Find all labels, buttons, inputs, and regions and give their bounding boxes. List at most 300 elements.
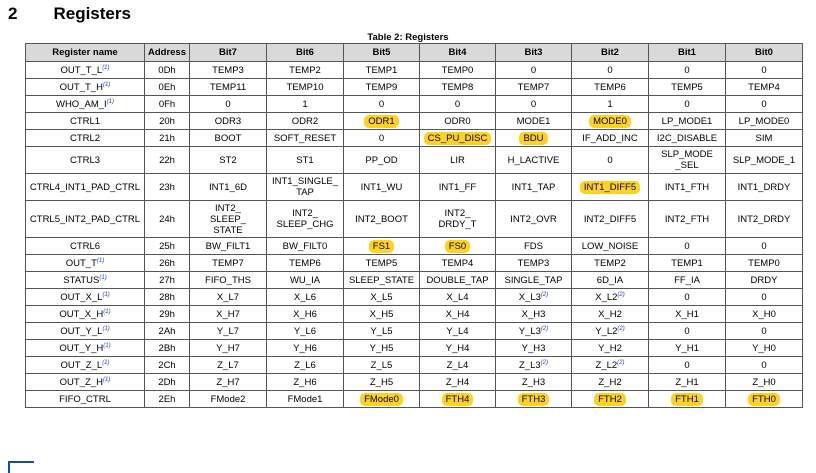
bit5-cell [344, 323, 420, 340]
header-address: Address [145, 44, 190, 62]
table-caption: Table 2: Registers [367, 32, 449, 43]
bit7-cell [190, 357, 267, 374]
bit2-cell [572, 357, 649, 374]
bit-label: 0 [225, 98, 231, 110]
bit5-cell [344, 238, 420, 255]
bit-label: 0 [761, 240, 767, 252]
address-cell: 26h [145, 255, 190, 272]
bit3-cell [496, 255, 572, 272]
highlighted-bit-label: INT1_DIFF5 [580, 181, 640, 194]
bit-label: INT2_OVR [510, 213, 557, 225]
highlighted-bit-label: BDU [519, 132, 547, 145]
bit-label: TEMP0 [441, 64, 474, 76]
bit-label: 0 [454, 98, 461, 110]
table-row [26, 255, 803, 272]
bit-label: Y_H5 [369, 342, 394, 354]
bit0-cell [726, 130, 803, 147]
bit-label: Y_H3 [521, 342, 546, 354]
highlighted-bit-label: MODE0 [589, 115, 631, 128]
bit7-cell [190, 96, 267, 113]
register-name: OUT_Y_L [60, 325, 103, 337]
bit7-cell [190, 130, 267, 147]
bit2-cell [572, 272, 649, 289]
bit2-cell [572, 113, 649, 130]
bit-label: X_H2 [598, 308, 622, 320]
register-name: CTRL1 [69, 115, 101, 127]
bit3-cell [496, 238, 572, 255]
register-name-cell [26, 174, 145, 201]
address-cell: 21h [145, 130, 190, 147]
bit-label: ST1 [296, 154, 314, 166]
table-row [26, 96, 803, 113]
bit-label: TEMP4 [441, 257, 474, 269]
bit5-cell [344, 391, 420, 408]
bit3-cell [496, 323, 572, 340]
bit2-cell [572, 255, 649, 272]
section-number: 2 [8, 4, 18, 23]
bit-label: I2C_DISABLE [656, 132, 718, 144]
register-name-cell [26, 391, 145, 408]
register-name-cell [26, 289, 145, 306]
bit-label: Y_L2 [595, 325, 618, 337]
bit2-cell [572, 130, 649, 147]
bit-label: Y_H2 [598, 342, 622, 354]
footnote-ref: (1) [106, 98, 115, 105]
table-row [26, 79, 803, 96]
bit-label: TEMP9 [365, 81, 398, 93]
header-bit4: Bit4 [420, 44, 496, 62]
bit3-cell [496, 306, 572, 323]
bit6-cell [267, 289, 344, 306]
register-name-cell [26, 79, 145, 96]
bit7-cell [190, 391, 267, 408]
bit-label: H_LACTIVE [507, 154, 560, 166]
bit-label: INT1_FF [438, 181, 477, 193]
address-cell: 0Fh [145, 96, 190, 113]
bit-label: FIFO_THS [205, 274, 251, 286]
register-name: FIFO_CTRL [59, 393, 111, 405]
bit5-cell [344, 62, 420, 79]
bit-label: ODR2 [291, 115, 319, 127]
table-header-row [26, 44, 803, 62]
bit-label: Z_H4 [445, 376, 470, 388]
bit-label: TEMP6 [594, 81, 626, 93]
bit0-cell [726, 62, 803, 79]
bit4-cell [420, 174, 496, 201]
bit6-cell [267, 255, 344, 272]
register-name: WHO_AM_I [55, 98, 107, 110]
bit5-cell [344, 147, 420, 174]
bit7-cell [190, 306, 267, 323]
bit5-cell [344, 130, 420, 147]
bit-label: TEMP1 [671, 257, 703, 269]
bit-label: 6D_IA [596, 274, 624, 286]
bit4-cell [420, 201, 496, 238]
bit-label: X_H3 [521, 308, 546, 320]
header-register-name: Register name [26, 44, 145, 62]
bit-label: X_H1 [675, 308, 699, 320]
header-bit7: Bit7 [190, 44, 267, 62]
bit3-cell [496, 272, 572, 289]
address-cell: 20h [145, 113, 190, 130]
address-cell: 2Bh [145, 340, 190, 357]
bit2-cell [572, 201, 649, 238]
bit-label: TEMP8 [441, 81, 474, 93]
bit-label: 0 [761, 325, 767, 337]
bit2-cell [572, 289, 649, 306]
bit-label: X_L6 [293, 291, 317, 303]
bit-label: Z_H2 [598, 376, 622, 388]
bit-label: INT1_6D [208, 181, 247, 193]
bit1-cell [649, 130, 726, 147]
bit-label: X_L2 [595, 291, 618, 303]
register-name-cell [26, 130, 145, 147]
bit-label: INT1_SINGLE_ TAP [272, 176, 338, 198]
footnote-ref: (2) [617, 359, 625, 366]
bit-label: Z_H0 [752, 376, 776, 388]
bit6-cell [267, 147, 344, 174]
bit3-cell [496, 174, 572, 201]
register-name-cell [26, 62, 145, 79]
bit5-cell [344, 174, 420, 201]
address-cell: 24h [145, 201, 190, 238]
footnote-ref: (1) [102, 325, 110, 332]
bit7-cell [190, 174, 267, 201]
bit-label: 0 [530, 64, 537, 76]
table-row [26, 147, 803, 174]
footnote-ref: (1) [96, 257, 105, 264]
bit6-cell [267, 201, 344, 238]
footnote-ref: (2) [540, 325, 549, 332]
highlighted-bit-label: FTH1 [671, 393, 703, 406]
bit-label: INT2_BOOT [355, 213, 408, 225]
bit-label: INT1_FTH [664, 181, 710, 193]
bit6-cell [267, 96, 344, 113]
bit-label: TEMP2 [594, 257, 626, 269]
bit3-cell [496, 96, 572, 113]
bit-label: INT2_FTH [664, 213, 710, 225]
bit-label: DOUBLE_TAP [426, 274, 489, 286]
bit0-cell [726, 391, 803, 408]
bit-label: TEMP3 [212, 64, 244, 76]
bit2-cell [572, 238, 649, 255]
header-bit6: Bit6 [267, 44, 344, 62]
bit6-cell [267, 130, 344, 147]
bit-label: 0 [761, 291, 767, 303]
footnote-ref: (2) [540, 291, 549, 298]
bit0-cell [726, 357, 803, 374]
bit-label: BW_FILT1 [205, 240, 251, 252]
bit-label: 0 [530, 98, 537, 110]
bit-label: X_L4 [446, 291, 469, 303]
bit0-cell [726, 374, 803, 391]
bit-label: SOFT_RESET [273, 132, 337, 144]
bit1-cell [649, 374, 726, 391]
bit-label: PP_OD [365, 154, 398, 166]
bit5-cell [344, 255, 420, 272]
register-name: OUT_T_H [59, 81, 103, 93]
bit-label: DRDY [750, 274, 778, 286]
bit7-cell [190, 238, 267, 255]
bit2-cell [572, 62, 649, 79]
bit7-cell [190, 340, 267, 357]
bit-label: Z_H7 [216, 376, 240, 388]
bit1-cell [649, 201, 726, 238]
bit6-cell [267, 357, 344, 374]
bit6-cell [267, 272, 344, 289]
bit-label: Z_L5 [370, 359, 393, 371]
bit0-cell [726, 96, 803, 113]
address-cell: 25h [145, 238, 190, 255]
address-cell: 2Ah [145, 323, 190, 340]
footnote-ref: (2) [617, 325, 625, 332]
bit-label: Y_H4 [445, 342, 470, 354]
bit1-cell [649, 96, 726, 113]
header-bit2: Bit2 [572, 44, 649, 62]
bit-label: SLP_MODE _SEL [661, 149, 713, 171]
bit-label: 0 [761, 359, 767, 371]
bit-label: Z_L7 [217, 359, 239, 371]
bit0-cell [726, 147, 803, 174]
bit-label: TEMP7 [517, 81, 550, 93]
bit-label: IF_ADD_INC [582, 132, 638, 144]
register-name-cell [26, 340, 145, 357]
register-name: OUT_Y_H [59, 342, 104, 354]
register-name: OUT_X_L [60, 291, 103, 303]
bit-label: ODR3 [214, 115, 242, 127]
bit6-cell [267, 79, 344, 96]
header-bit0: Bit0 [726, 44, 803, 62]
bit4-cell [420, 113, 496, 130]
bit-label: Y_H7 [216, 342, 240, 354]
bit6-cell [267, 340, 344, 357]
bit-label: X_L3 [518, 291, 541, 303]
bit-label: Y_L7 [216, 325, 240, 337]
bit2-cell [572, 306, 649, 323]
bit-label: 0 [761, 64, 767, 76]
bit-label: X_L5 [370, 291, 393, 303]
bit4-cell [420, 79, 496, 96]
table-row [26, 62, 803, 79]
bit5-cell [344, 357, 420, 374]
register-name-cell [26, 113, 145, 130]
bit0-cell [726, 289, 803, 306]
bit-label: SIM [755, 132, 773, 144]
bit-label: 1 [302, 98, 308, 110]
bit4-cell [420, 255, 496, 272]
header-bit1: Bit1 [649, 44, 726, 62]
bit-label: LP_MODE0 [738, 115, 790, 127]
register-name-cell [26, 201, 145, 238]
bit1-cell [649, 147, 726, 174]
register-name-cell [26, 306, 145, 323]
bit-label: 0 [607, 154, 613, 166]
bit-label: Z_L6 [294, 359, 316, 371]
bit7-cell [190, 255, 267, 272]
table-row [26, 272, 803, 289]
bit-label: 0 [378, 98, 385, 110]
register-name: OUT_T_L [60, 64, 103, 76]
address-cell: 27h [145, 272, 190, 289]
st-logo-icon [8, 461, 34, 473]
bit5-cell [344, 306, 420, 323]
bit-label: Y_H0 [752, 342, 776, 354]
register-name-cell [26, 255, 145, 272]
bit-label: FF_IA [674, 274, 700, 286]
address-cell: 29h [145, 306, 190, 323]
bit-label: FMode2 [210, 393, 246, 405]
highlighted-bit-label: ODR1 [364, 115, 398, 128]
address-cell: 2Dh [145, 374, 190, 391]
bit5-cell [344, 374, 420, 391]
bit3-cell [496, 113, 572, 130]
highlighted-bit-label: FMode0 [360, 393, 403, 406]
bit1-cell [649, 323, 726, 340]
table-row [26, 357, 803, 374]
bit4-cell [420, 340, 496, 357]
register-name-cell [26, 323, 145, 340]
footnote-ref: (1) [99, 274, 107, 281]
bit6-cell [267, 113, 344, 130]
section-title: Registers [53, 4, 131, 23]
bit-label: WU_IA [289, 274, 321, 286]
bit-label: 0 [684, 64, 690, 76]
bit-label: TEMP5 [671, 81, 703, 93]
bit-label: TEMP6 [289, 257, 321, 269]
bit4-cell [420, 391, 496, 408]
highlighted-bit-label: FTH3 [518, 393, 550, 406]
bit-label: FDS [524, 240, 543, 252]
bit7-cell [190, 62, 267, 79]
bit6-cell [267, 391, 344, 408]
bit-label: TEMP10 [286, 81, 324, 93]
bit3-cell [496, 62, 572, 79]
section-heading [8, 4, 131, 24]
footnote-ref: (1) [102, 64, 110, 71]
table-body [26, 62, 803, 408]
bit-label: Z_L2 [595, 359, 618, 371]
bit-label: MODE1 [516, 115, 551, 127]
bit6-cell [267, 62, 344, 79]
bit2-cell [572, 323, 649, 340]
bit5-cell [344, 96, 420, 113]
highlighted-bit-label: FTH2 [594, 393, 626, 406]
bit2-cell [572, 174, 649, 201]
table-row [26, 174, 803, 201]
bit-label: TEMP2 [289, 64, 321, 76]
bit7-cell [190, 79, 267, 96]
table-row [26, 130, 803, 147]
bit-label: X_H5 [369, 308, 394, 320]
bit-label: X_L7 [216, 291, 240, 303]
footnote-ref: (1) [102, 291, 110, 298]
bit4-cell [420, 130, 496, 147]
bit4-cell [420, 306, 496, 323]
bit-label: Y_L3 [518, 325, 541, 337]
bit-label: INT1_DRDY [737, 181, 791, 193]
bit-label: BOOT [214, 132, 242, 144]
register-name-cell [26, 96, 145, 113]
bit4-cell [420, 289, 496, 306]
bit6-cell [267, 306, 344, 323]
bit-label: Z_H5 [369, 376, 394, 388]
bit-label: TEMP0 [748, 257, 780, 269]
bit0-cell [726, 323, 803, 340]
bit0-cell [726, 306, 803, 323]
bit-label: LIR [450, 154, 465, 166]
bit3-cell [496, 374, 572, 391]
bit3-cell [496, 289, 572, 306]
bit-label: TEMP11 [209, 81, 247, 93]
bit-label: 0 [378, 132, 385, 144]
bit-label: X_H7 [216, 308, 240, 320]
register-name-cell [26, 357, 145, 374]
highlighted-bit-label: FTH4 [442, 393, 474, 406]
bit1-cell [649, 62, 726, 79]
bit-label: Z_L4 [446, 359, 469, 371]
bit3-cell [496, 357, 572, 374]
highlighted-bit-label: CS_PU_DISC [424, 132, 492, 145]
register-name: CTRL2 [69, 132, 101, 144]
footnote-ref: (1) [103, 308, 111, 315]
register-name: OUT_X_H [59, 308, 104, 320]
register-name: STATUS [63, 274, 100, 286]
bit2-cell [572, 96, 649, 113]
footnote-ref: (2) [540, 359, 548, 366]
bit-label: INT2_DRDY [737, 213, 791, 225]
table-row [26, 201, 803, 238]
bit5-cell [344, 289, 420, 306]
bit4-cell [420, 62, 496, 79]
address-cell: 2Eh [145, 391, 190, 408]
header-bit5: Bit5 [344, 44, 420, 62]
bit-label: TEMP7 [212, 257, 244, 269]
bit5-cell [344, 201, 420, 238]
register-name: CTRL4_INT1_PAD_CTRL [29, 181, 141, 193]
bit0-cell [726, 201, 803, 238]
bit5-cell [344, 340, 420, 357]
bit-label: X_H4 [445, 308, 470, 320]
register-name: CTRL6 [69, 240, 101, 252]
bit5-cell [344, 79, 420, 96]
bit-label: BW_FILT0 [282, 240, 328, 252]
bit2-cell [572, 391, 649, 408]
bit-label: 0 [684, 325, 690, 337]
bit-label: SINGLE_TAP [504, 274, 563, 286]
register-name-cell [26, 238, 145, 255]
bit-label: SLEEP_STATE [348, 274, 415, 286]
bit1-cell [649, 272, 726, 289]
bit7-cell [190, 147, 267, 174]
bit-label: LP_MODE1 [661, 115, 713, 127]
bit-label: TEMP4 [748, 81, 780, 93]
bit-label: 0 [607, 64, 613, 76]
bit4-cell [420, 147, 496, 174]
bit6-cell [267, 374, 344, 391]
bit7-cell [190, 289, 267, 306]
bit0-cell [726, 174, 803, 201]
bit6-cell [267, 238, 344, 255]
bit1-cell [649, 357, 726, 374]
table-row [26, 289, 803, 306]
bit-label: TEMP5 [365, 257, 398, 269]
bit4-cell [420, 272, 496, 289]
bit-label: Y_H1 [675, 342, 699, 354]
bit4-cell [420, 238, 496, 255]
bit7-cell [190, 272, 267, 289]
bit1-cell [649, 255, 726, 272]
bit-label: 1 [607, 98, 613, 110]
